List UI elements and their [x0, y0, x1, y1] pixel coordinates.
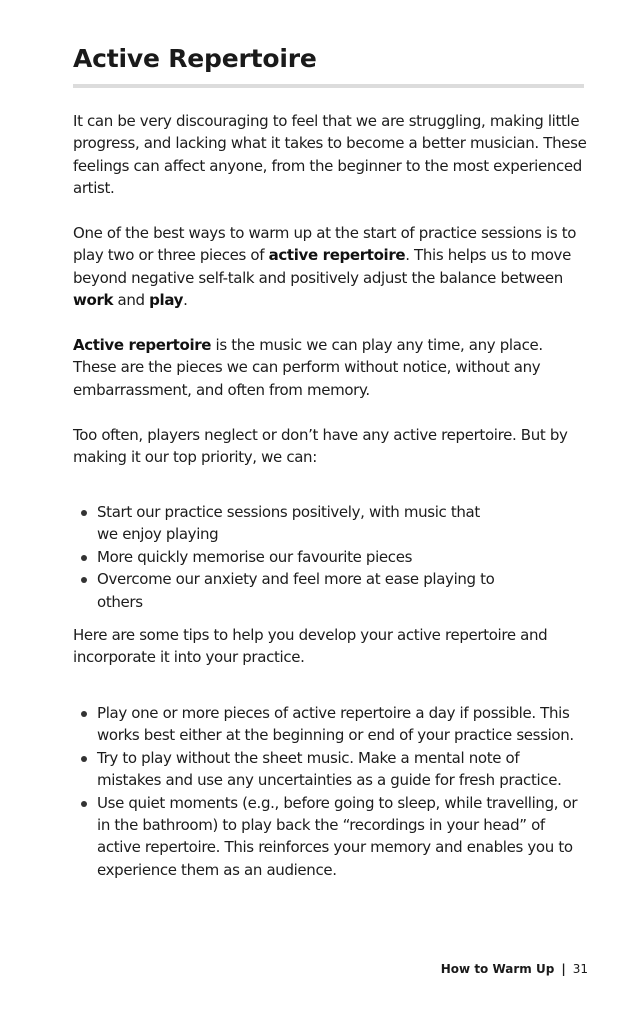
tips-intro-paragraph: Here are some tips to help you develop your active repertoire and incorporate it into your practice. [73, 626, 548, 667]
intro-paragraph: It can be very discouraging to feel that we are struggling, making little progress, and lacking what it takes to become a better musician. These feelings can affect anyone, from the beginner to the most experienced artist. [73, 112, 587, 198]
term-active-repertoire: active repertoire [268, 246, 406, 265]
list-item: Overcome our anxiety and feel more at ease playing to others [97, 568, 497, 613]
definition-paragraph: Active repertoire is the music we can play any time, any place. These are the pieces we can perform without notice, without any embarrassment, and often from memory. [73, 336, 543, 399]
list-item: Use quiet moments (e.g., before going to sleep, while travelling, or in the bathroom) to play back the “recordings in your head” of active repertoire. This reinforces your memory and enables you to experience them as an audience. [97, 792, 587, 882]
tips-list [97, 702, 587, 881]
term-work: work [73, 291, 114, 310]
term-active-repertoire-definition: Active repertoire [73, 336, 212, 354]
benefits-list [97, 501, 497, 613]
chapter-title: How to Warm Up [440, 962, 555, 976]
page-title: Active Repertoire [73, 44, 317, 73]
page-number: 31 [572, 962, 588, 976]
warmup-paragraph: One of the best ways to warm up at the start of practice sessions is to play two or three pieces of active repertoire. This helps us to move beyond negative self-talk and positively adjust the balance between work and play. [73, 224, 577, 310]
list-item: Start our practice sessions positively, with music that we enjoy playing [97, 501, 497, 546]
term-play: play [149, 291, 184, 310]
list-item: More quickly memorise our favourite pieces [97, 546, 497, 568]
footer-separator: | [561, 962, 566, 976]
list-item: Play one or more pieces of active repertoire a day if possible. This works best either at the beginning or end of your practice session. [97, 702, 587, 747]
title-underline [73, 84, 584, 88]
page-footer [441, 962, 588, 976]
list-item: Try to play without the sheet music. Make a mental note of mistakes and use any uncertainties as a guide for fresh practice. [97, 747, 587, 792]
priority-paragraph: Too often, players neglect or don’t have any active repertoire. But by making it our top priority, we can: [73, 426, 568, 467]
